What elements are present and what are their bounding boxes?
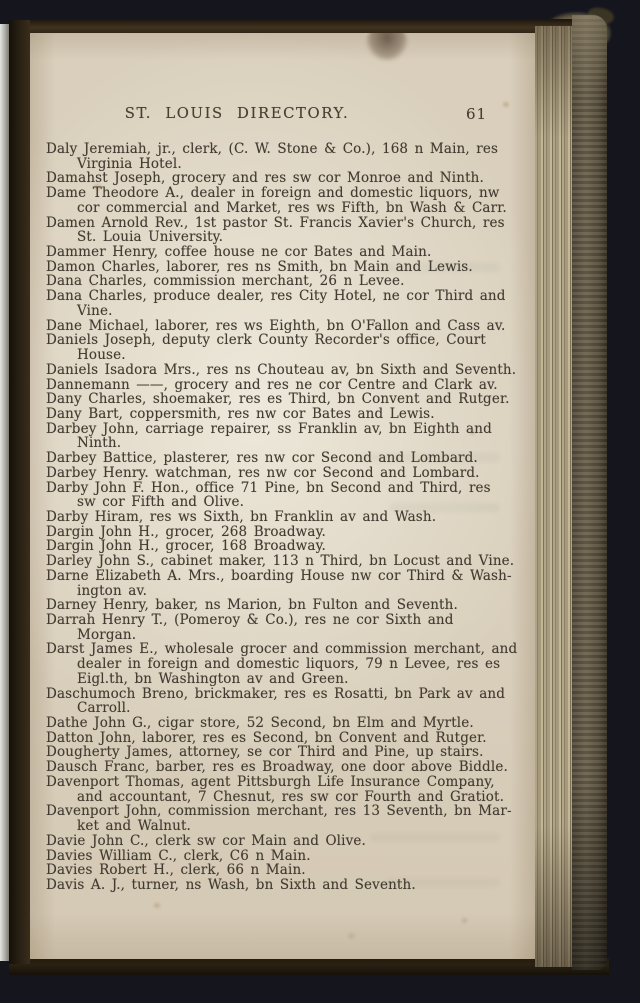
entry-line: St. Louia University. [77, 229, 224, 246]
book-bottom-edge [9, 958, 609, 975]
entry-line: Davie John C., clerk sw cor Main and Olive. [46, 832, 366, 849]
ink-stain [366, 33, 408, 61]
entry-line: Virginia Hotel. [77, 155, 182, 172]
directory-page [30, 33, 535, 959]
entry-line: House. [77, 347, 126, 364]
entry-line: Davies William C., clerk, C6 n Main. [46, 847, 311, 864]
directory-entry [46, 731, 524, 746]
directory-entries [46, 142, 524, 893]
directory-entry [46, 775, 524, 804]
directory-entry [46, 539, 524, 554]
entry-line: Dannemann ——, grocery and res ne cor Centre and Clark av. [46, 376, 498, 393]
entry-line: Darst James E., wholesale grocer and commission merchant, and [46, 641, 518, 658]
entry-line: Dane Michael, laborer, res ws Eighth, bn O'Fallon and Cass av. [46, 317, 506, 334]
entry-line: Dany Charles, shoemaker, res es Third, bn Convent and Rutger. [46, 391, 510, 408]
directory-entry [46, 745, 524, 760]
page-number: 61 [466, 105, 488, 123]
directory-entry [46, 186, 524, 215]
entry-line: Damahst Joseph, grocery and res sw cor Monroe and Ninth. [46, 170, 484, 187]
directory-entry [46, 289, 524, 318]
directory-entry [46, 319, 524, 334]
directory-entry [46, 760, 524, 775]
directory-entry [46, 878, 524, 893]
entry-line: Darney Henry, baker, ns Marion, bn Fulton and Seventh. [46, 597, 458, 614]
entry-line: Dana Charles, commission merchant, 26 n Levee. [46, 273, 405, 290]
entry-line: Davis A. J., turner, ns Wash, bn Sixth and Seventh. [46, 876, 416, 893]
book-left-edge-highlight [0, 24, 9, 961]
directory-entry [46, 481, 524, 510]
entry-line: ington av. [77, 582, 148, 599]
entry-line: Darby Hiram, res ws Sixth, bn Franklin av and Wash. [46, 508, 437, 525]
entry-line: Darbey Battice, plasterer, res nw cor Second and Lombard. [46, 450, 478, 467]
entry-line: sw cor Fifth and Olive. [77, 494, 245, 511]
entry-line: Ninth. [77, 435, 122, 452]
directory-entry [46, 863, 524, 878]
directory-entry [46, 834, 524, 849]
entry-line: Daly Jeremiah, jr., clerk, (C. W. Stone & Co.), 168 n Main, res [46, 141, 499, 157]
foxing-spot [154, 903, 160, 908]
entry-line: Daschumoch Breno, brickmaker, res es Rosatti, bn Park av and [46, 685, 506, 702]
directory-entry [46, 142, 524, 171]
entry-line: Dame Theodore A., dealer in foreign and domestic liquors, nw [46, 185, 500, 202]
entry-line: Dany Bart, coppersmith, res nw cor Bates and Lewis. [46, 405, 435, 422]
directory-entry [46, 613, 524, 642]
entry-line: Dargin John H., grocer, 168 Broadway. [46, 538, 326, 555]
directory-entry [46, 849, 524, 864]
directory-entry [46, 716, 524, 731]
entry-line: Darley John S., cabinet maker, 113 n Third, bn Locust and Vine. [46, 553, 515, 570]
entry-line: and accountant, 7 Chesnut, res sw cor Fourth and Gratiot. [77, 788, 505, 805]
directory-entry [46, 392, 524, 407]
entry-line: dealer in foreign and domestic liquors, 79 n Levee, res es [77, 656, 501, 673]
directory-entry [46, 333, 524, 362]
directory-entry [46, 510, 524, 525]
entry-line: Dougherty James, attorney, se cor Third and Pine, up stairs. [46, 744, 484, 761]
entry-line: Darby John F. Hon., office 71 Pine, bn Second and Third, res [46, 479, 491, 496]
directory-entry [46, 687, 524, 716]
book-cover-edge [572, 15, 607, 970]
directory-entry [46, 466, 524, 481]
entry-line: Daniels Isadora Mrs., res ns Chouteau av, bn Sixth and Seventh. [46, 361, 517, 378]
entry-line: Morgan. [77, 626, 137, 643]
directory-entry [46, 451, 524, 466]
entry-line: Dausch Franc, barber, res es Broadway, one door above Biddle. [46, 759, 508, 776]
directory-entry [46, 804, 524, 833]
entry-line: Datton John, laborer, res es Second, bn Convent and Rutger. [46, 729, 487, 746]
foxing-spot [348, 933, 355, 939]
entry-line: Daniels Joseph, deputy clerk County Recorder's office, Court [46, 332, 486, 349]
directory-entry [46, 569, 524, 598]
directory-entry [46, 274, 524, 289]
directory-entry [46, 554, 524, 569]
entry-line: cor commercial and Market, res ws Fifth, bn Wash & Carr. [77, 199, 507, 216]
page-title: ST. LOUIS DIRECTORY. [124, 105, 350, 122]
directory-entry [46, 260, 524, 275]
directory-entry [46, 378, 524, 393]
directory-entry [46, 216, 524, 245]
directory-entry [46, 525, 524, 540]
entry-line: Vine. [77, 302, 113, 319]
entry-line: Darrah Henry T., (Pomeroy & Co.), res ne cor Sixth and [46, 612, 454, 628]
page-stack-edge [535, 26, 572, 967]
directory-entry [46, 598, 524, 613]
book-top-edge [9, 19, 577, 34]
entry-line: Dathe John G., cigar store, 52 Second, bn Elm and Myrtle. [46, 715, 474, 732]
foxing-spot [462, 918, 467, 923]
entry-line: Damon Charles, laborer, res ns Smith, bn Main and Lewis. [46, 258, 473, 275]
entry-line: Dargin John H., grocer, 268 Broadway. [46, 523, 326, 540]
entry-line: Carroll. [77, 700, 131, 717]
directory-entry [46, 422, 524, 451]
entry-line: Dammer Henry, coffee house ne cor Bates and Main. [46, 244, 432, 261]
entry-line: Davies Robert H., clerk, 66 n Main. [46, 862, 306, 879]
entry-line: ket and Walnut. [77, 818, 191, 835]
page-header [46, 105, 518, 127]
entry-line: Darne Elizabeth A. Mrs., boarding House nw cor Third & Wash- [46, 567, 512, 584]
entry-line: Darbey Henry. watchman, res nw cor Second and Lombard. [46, 464, 480, 481]
entry-line: Eigl.th, bn Washington av and Green. [77, 670, 349, 687]
directory-entry [46, 407, 524, 422]
entry-line: Davenport Thomas, agent Pittsburgh Life Insurance Company, [46, 773, 495, 790]
book-binding-gutter [9, 20, 30, 964]
directory-entry [46, 245, 524, 260]
directory-entry [46, 363, 524, 378]
directory-entry [46, 642, 524, 686]
directory-entry [46, 171, 524, 186]
entry-line: Darbey John, carriage repairer, ss Franklin av, bn Eighth and [46, 420, 492, 437]
entry-line: Dana Charles, produce dealer, res City Hotel, ne cor Third and [46, 288, 506, 305]
entry-line: Damen Arnold Rev., 1st pastor St. Francis Xavier's Church, res [46, 214, 505, 231]
entry-line: Davenport John, commission merchant, res 13 Seventh, bn Mar- [46, 803, 512, 820]
